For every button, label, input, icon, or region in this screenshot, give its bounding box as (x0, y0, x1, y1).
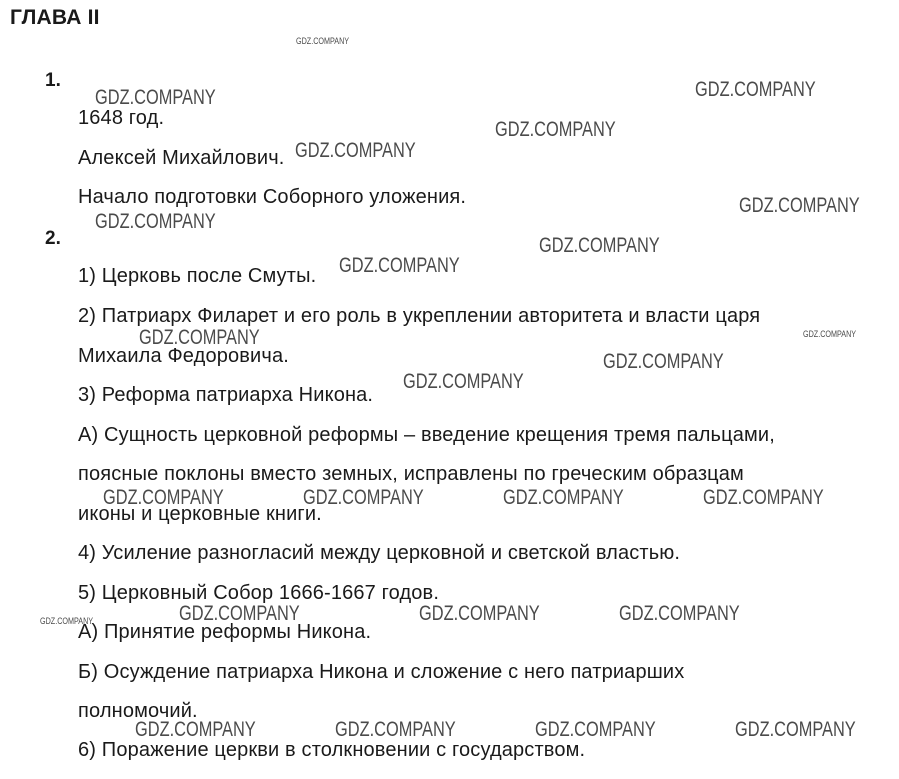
q2-line-13: 6) Поражение церкви в столкновении с государством. (78, 739, 586, 761)
q2-line-6: поясные поклоны вместо земных, исправлены по греческим образцам (78, 463, 744, 485)
watermark: GDZ.COMPANY (135, 718, 256, 741)
q2-line-2: 2) Патриарх Филарет и его роль в укреплении авторитета и власти царя (78, 305, 761, 327)
watermark: GDZ.COMPANY (179, 602, 300, 625)
watermark: GDZ.COMPANY (403, 370, 524, 393)
q2-line-1: 1) Церковь после Смуты. (78, 265, 317, 287)
watermark: GDZ.COMPANY (295, 139, 416, 162)
chapter-heading: ГЛАВА II (10, 6, 100, 29)
q2-line-8: 4) Усиление разногласий между церковной и светской властью. (78, 542, 681, 564)
watermark: GDZ.COMPANY (95, 86, 216, 109)
watermark: GDZ.COMPANY (419, 602, 540, 625)
q2-line-11: Б) Осуждение патриарха Никона и сложение с него патриарших (78, 661, 685, 683)
question-2-number: 2. (45, 228, 61, 249)
watermark: GDZ.COMPANY (303, 486, 424, 509)
watermark: GDZ.COMPANY (735, 718, 856, 741)
watermark: GDZ.COMPANY (95, 210, 216, 233)
q1-line-1: 1648 год. (78, 107, 165, 129)
q2-line-3: Михаила Федоровича. (78, 345, 289, 367)
watermark: GDZ.COMPANY (619, 602, 740, 625)
q2-line-10: А) Принятие реформы Никона. (78, 621, 372, 643)
watermark: GDZ.COMPANY (803, 329, 857, 339)
question-1-number: 1. (45, 70, 61, 91)
watermark: GDZ.COMPANY (703, 486, 824, 509)
watermark: GDZ.COMPANY (739, 194, 860, 217)
watermark: GDZ.COMPANY (296, 36, 350, 46)
q2-line-9: 5) Церковный Собор 1666-1667 годов. (78, 582, 440, 604)
q2-line-7: иконы и церковные книги. (78, 503, 322, 525)
watermark: GDZ.COMPANY (535, 718, 656, 741)
watermark: GDZ.COMPANY (503, 486, 624, 509)
watermark: GDZ.COMPANY (695, 78, 816, 101)
watermark: GDZ.COMPANY (339, 254, 460, 277)
watermark: GDZ.COMPANY (539, 234, 660, 257)
watermark: GDZ.COMPANY (103, 486, 224, 509)
q2-line-5: А) Сущность церковной реформы – введение крещения тремя пальцами, (78, 424, 775, 446)
q2-line-12: полномочий. (78, 700, 198, 722)
watermark: GDZ.COMPANY (40, 616, 94, 626)
q1-line-2: Алексей Михайлович. (78, 147, 285, 169)
watermark: GDZ.COMPANY (495, 118, 616, 141)
q1-line-3: Начало подготовки Соборного уложения. (78, 186, 467, 208)
watermark: GDZ.COMPANY (603, 350, 724, 373)
watermark: GDZ.COMPANY (335, 718, 456, 741)
watermark: GDZ.COMPANY (139, 326, 260, 349)
q2-line-4: 3) Реформа патриарха Никона. (78, 384, 374, 406)
